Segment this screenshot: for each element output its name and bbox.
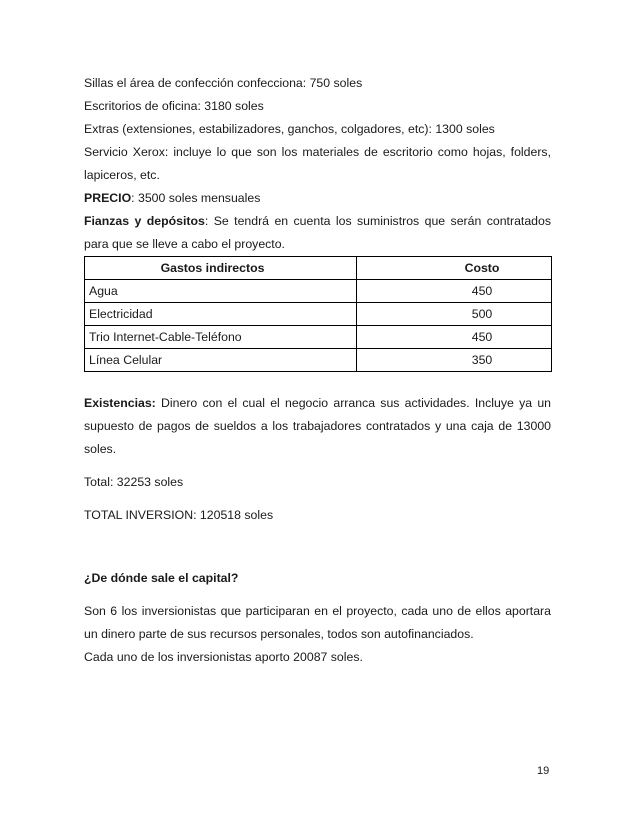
cell-cost: 450 bbox=[357, 326, 552, 349]
paragraph-precio bbox=[84, 187, 551, 210]
header-gastos: Gastos indirectos bbox=[85, 257, 357, 280]
cell-cost: 450 bbox=[357, 280, 552, 303]
cell-item: Línea Celular bbox=[85, 349, 357, 372]
capital-heading bbox=[84, 567, 551, 590]
total-inversion-line: TOTAL INVERSION: 120518 soles bbox=[84, 508, 274, 522]
page-number: 19 bbox=[537, 765, 550, 777]
total-line: Total: 32253 soles bbox=[84, 475, 184, 489]
header-costo: Costo bbox=[357, 257, 552, 280]
page-content bbox=[84, 72, 551, 669]
existencias-label: Existencias: bbox=[84, 396, 156, 410]
paragraph-fianzas bbox=[84, 210, 551, 256]
precio-text: : 3500 soles mensuales bbox=[131, 191, 261, 205]
cell-item: Electricidad bbox=[85, 303, 357, 326]
paragraph-capital: Son 6 los inversionistas que participaran en el proyecto, cada uno de ellos aportara un dinero parte de sus recursos personales, todos son autofinanciados. bbox=[84, 604, 551, 641]
line-extras: Extras (extensiones, estabilizadores, ganchos, colgadores, etc): 1300 soles bbox=[84, 122, 495, 136]
table-row bbox=[85, 349, 552, 372]
cell-cost: 500 bbox=[357, 303, 552, 326]
table-row bbox=[85, 303, 552, 326]
cell-item: Trio Internet-Cable-Teléfono bbox=[85, 326, 357, 349]
paragraph-xerox: Servicio Xerox: incluye lo que son los materiales de escritorio como hojas, folders, lapiceros, etc. bbox=[84, 145, 551, 182]
existencias-text: Dinero con el cual el negocio arranca sus actividades. Incluye ya un supuesto de pagos de sueldos a los trabajadores contratados y una caja de 13000 soles. bbox=[84, 396, 551, 456]
line-escritorios: Escritorios de oficina: 3180 soles bbox=[84, 99, 264, 113]
paragraph-capital-aporte: Cada uno de los inversionistas aporto 20087 soles. bbox=[84, 650, 363, 664]
line-sillas: Sillas el área de confección confecciona: 750 soles bbox=[84, 76, 363, 90]
cell-item: Agua bbox=[85, 280, 357, 303]
table-row bbox=[85, 326, 552, 349]
precio-label: PRECIO bbox=[84, 191, 132, 205]
fianzas-label: Fianzas y depósitos bbox=[84, 214, 205, 228]
table-row bbox=[85, 280, 552, 303]
indirect-costs-table bbox=[84, 256, 552, 372]
fianzas-text: : Se tendrá en cuenta los suministros que serán contratados para que se lleve a cabo el proyecto. bbox=[84, 214, 551, 251]
capital-heading-text: ¿De dónde sale el capital? bbox=[84, 571, 239, 585]
cell-cost: 350 bbox=[357, 349, 552, 372]
paragraph-existencias bbox=[84, 392, 551, 461]
table-header-row bbox=[85, 257, 552, 280]
